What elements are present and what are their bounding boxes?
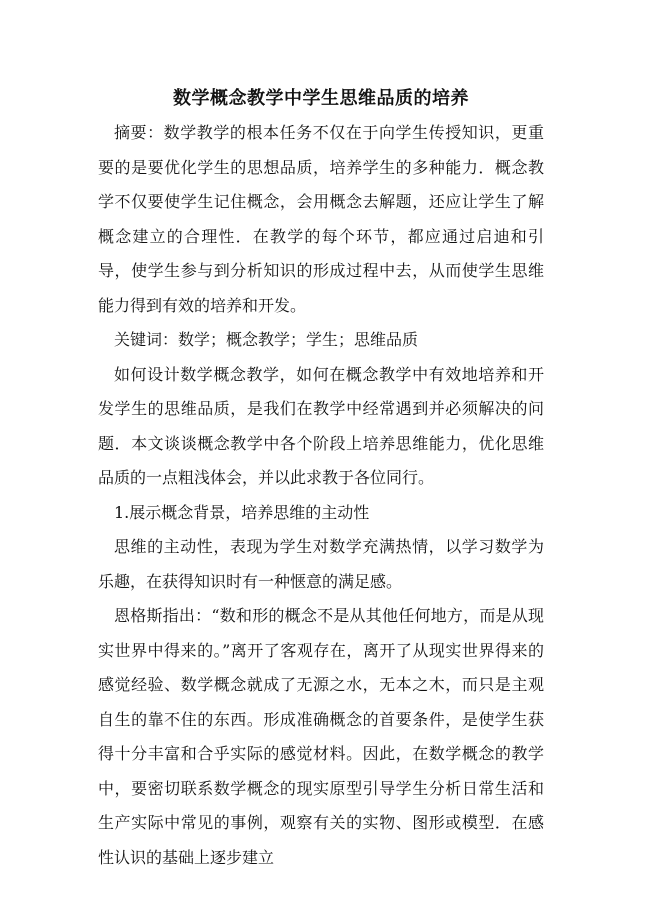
abstract-paragraph: 摘要：数学教学的根本任务不仅在于向学生传授知识，更重要的是要优化学生的思想品质，培养学生的多种能力．概念教学不仅要使学生记住概念，会用概念去解题，还应让学生了解概念建立的合理性．在教学的每个环节，都应通过启迪和引导，使学生参与到分析知识的形成过程中去，从而使学生思维能力得到有效的培养和开发。: [98, 123, 544, 315]
keywords-paragraph: 关键词：数学；概念教学；学生；思维品质: [114, 330, 419, 349]
body-paragraph: 思维的主动性，表现为学生对数学充满热情，以学习数学为乐趣，在获得知识时有一种惬意的满足感。: [98, 537, 544, 591]
intro-paragraph: 如何设计数学概念教学，如何在概念教学中有效地培养和开发学生的思维品质，是我们在教学中经常遇到并必须解决的问题．本文谈谈概念教学中各个阶段上培养思维能力，优化思维品质的一点粗浅体会，并以此求教于各位同行。: [98, 364, 544, 487]
document-title: 数学概念教学中学生思维品质的培养: [173, 88, 469, 109]
body-paragraph: 恩格斯指出：“数和形的概念不是从其他任何地方，而是从现实世界中得来的。”离开了客观存在，离开了从现实世界得来的感觉经验、数学概念就成了无源之水，无本之木，而只是主观自生的靠不住的东西。形成准确概念的首要条件，是使学生获得十分丰富和合乎实际的感觉材料。因此，在数学概念的教学中，要密切联系数学概念的现实原型引导学生分析日常生活和生产实际中常见的事例，观察有关的实物、图形或模型．在感性认识的基础上逐步建立: [98, 606, 544, 867]
document-page: [98, 82, 544, 875]
section-heading-1: 1.展示概念背景，培养思维的主动性: [114, 502, 370, 522]
